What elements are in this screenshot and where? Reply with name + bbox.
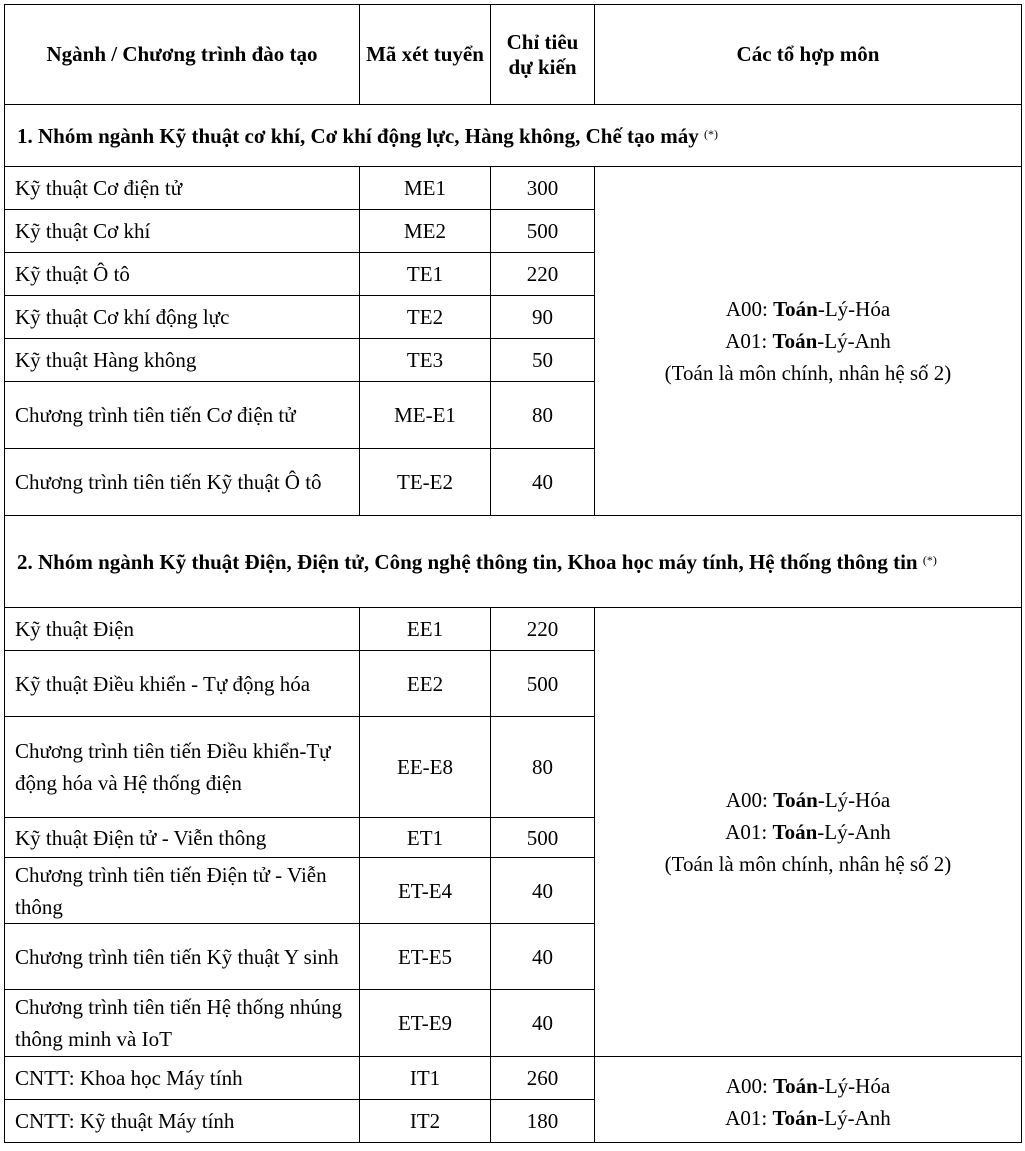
program-name: Chương trình tiên tiến Điều khiển-Tự động hóa và Hệ thống điện bbox=[5, 717, 360, 818]
program-code: IT2 bbox=[360, 1100, 491, 1143]
combo-a01: A01: Toán-Lý-Anh bbox=[725, 820, 891, 844]
program-quota: 500 bbox=[491, 651, 595, 717]
program-name: CNTT: Khoa học Máy tính bbox=[5, 1057, 360, 1100]
group-note: (*) bbox=[704, 126, 719, 141]
program-name: Kỹ thuật Cơ điện tử bbox=[5, 167, 360, 210]
header-program: Ngành / Chương trình đào tạo bbox=[5, 5, 360, 105]
combo-cell bbox=[595, 167, 1022, 516]
program-name: Chương trình tiên tiến Cơ điện tử bbox=[5, 382, 360, 449]
header-quota: Chỉ tiêu dự kiến bbox=[491, 5, 595, 105]
program-code: ET-E4 bbox=[360, 858, 491, 924]
combo-cell bbox=[595, 1057, 1022, 1143]
combo-note: (Toán là môn chính, nhân hệ số 2) bbox=[664, 361, 952, 385]
table-row bbox=[5, 167, 1022, 210]
combo-cell bbox=[595, 608, 1022, 1057]
group-heading bbox=[5, 516, 1022, 608]
program-name: Kỹ thuật Hàng không bbox=[5, 339, 360, 382]
combo-a01: A01: Toán-Lý-Anh bbox=[725, 329, 891, 353]
combo-note: (Toán là môn chính, nhân hệ số 2) bbox=[664, 852, 952, 876]
combo-a00: A00: Toán-Lý-Hóa bbox=[725, 788, 891, 812]
program-name: Chương trình tiên tiến Kỹ thuật Y sinh bbox=[5, 924, 360, 990]
program-name: Kỹ thuật Điện bbox=[5, 608, 360, 651]
group-note: (*) bbox=[922, 552, 937, 567]
combo-a00: A00: Toán-Lý-Hóa bbox=[725, 297, 891, 321]
program-name: Chương trình tiên tiến Điện tử - Viễn thông bbox=[5, 858, 360, 924]
program-name: Chương trình tiên tiến Kỹ thuật Ô tô bbox=[5, 449, 360, 516]
program-name: CNTT: Kỹ thuật Máy tính bbox=[5, 1100, 360, 1143]
program-quota: 40 bbox=[491, 990, 595, 1057]
program-quota: 220 bbox=[491, 608, 595, 651]
table-row bbox=[5, 1057, 1022, 1100]
program-name: Kỹ thuật Ô tô bbox=[5, 253, 360, 296]
program-name: Kỹ thuật Cơ khí động lực bbox=[5, 296, 360, 339]
group-heading bbox=[5, 105, 1022, 167]
program-code: EE1 bbox=[360, 608, 491, 651]
program-quota: 500 bbox=[491, 210, 595, 253]
program-quota: 220 bbox=[491, 253, 595, 296]
program-quota: 50 bbox=[491, 339, 595, 382]
program-quota: 500 bbox=[491, 818, 595, 858]
program-code: ET-E9 bbox=[360, 990, 491, 1057]
program-code: ET-E5 bbox=[360, 924, 491, 990]
program-code: ET1 bbox=[360, 818, 491, 858]
program-quota: 180 bbox=[491, 1100, 595, 1143]
program-quota: 80 bbox=[491, 382, 595, 449]
header-combos: Các tổ hợp môn bbox=[595, 5, 1022, 105]
program-quota: 40 bbox=[491, 858, 595, 924]
program-code: TE2 bbox=[360, 296, 491, 339]
group-title: 1. Nhóm ngành Kỹ thuật cơ khí, Cơ khí động lực, Hàng không, Chế tạo máy bbox=[17, 123, 699, 148]
program-quota: 40 bbox=[491, 449, 595, 516]
program-code: ME2 bbox=[360, 210, 491, 253]
program-name: Kỹ thuật Điện tử - Viễn thông bbox=[5, 818, 360, 858]
program-code: EE2 bbox=[360, 651, 491, 717]
header-row bbox=[5, 5, 1022, 105]
program-code: TE3 bbox=[360, 339, 491, 382]
admissions-table bbox=[4, 4, 1022, 1143]
program-code: TE-E2 bbox=[360, 449, 491, 516]
program-quota: 260 bbox=[491, 1057, 595, 1100]
program-code: TE1 bbox=[360, 253, 491, 296]
combo-a00: A00: Toán-Lý-Hóa bbox=[725, 1073, 891, 1098]
program-quota: 40 bbox=[491, 924, 595, 990]
group-title: 2. Nhóm ngành Kỹ thuật Điện, Điện tử, Công nghệ thông tin, Khoa học máy tính, Hệ thống thông tin bbox=[17, 549, 918, 574]
program-quota: 300 bbox=[491, 167, 595, 210]
program-name: Chương trình tiên tiến Hệ thống nhúng thông minh và IoT bbox=[5, 990, 360, 1057]
combo-a01: A01: Toán-Lý-Anh bbox=[725, 1105, 891, 1130]
header-code: Mã xét tuyển bbox=[360, 5, 491, 105]
program-quota: 80 bbox=[491, 717, 595, 818]
program-code: IT1 bbox=[360, 1057, 491, 1100]
table-row bbox=[5, 608, 1022, 651]
program-code: EE-E8 bbox=[360, 717, 491, 818]
program-code: ME-E1 bbox=[360, 382, 491, 449]
program-name: Kỹ thuật Cơ khí bbox=[5, 210, 360, 253]
program-name: Kỹ thuật Điều khiển - Tự động hóa bbox=[5, 651, 360, 717]
program-code: ME1 bbox=[360, 167, 491, 210]
program-quota: 90 bbox=[491, 296, 595, 339]
